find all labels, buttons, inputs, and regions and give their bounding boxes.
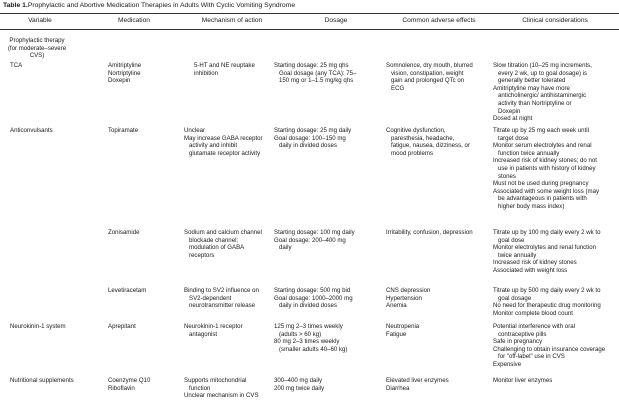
row-levetiracetam-adverse-effects: CNS depression Hypertension Anemia bbox=[386, 287, 431, 310]
table-caption-label: Table 1. bbox=[3, 2, 28, 9]
group-prophylactic-therapy: Prophylactic therapy (for moderate–severe CVS) bbox=[7, 37, 67, 60]
row-zonisamide-adverse-effects: Irritability, confusion, depression bbox=[386, 229, 473, 236]
row-levetiracetam-dosage: Starting dosage: 500 mg bid Goal dosage: 1000–2000 mg daily in divided doses bbox=[274, 287, 353, 310]
row-nutritional-mechanism: Supports mitochondrial function Unclear mechanism in CVS bbox=[184, 377, 259, 400]
row-zonisamide-mechanism: Sodium and calcium channel blockade channel; modulation of GABA receptors bbox=[184, 229, 262, 259]
header-variable: Variable bbox=[28, 17, 52, 24]
row-topiramate-clinical: Titrate up by 25 mg each week until target dose Monitor serum electrolytes and renal function twice annually Increased risk of kidney stones; do not use in patients with history of kidney stones Must not be used during pregnancy Associated with some weight loss (may be advantageous in patients with higher body mass index) bbox=[493, 127, 600, 210]
row-tca-dosage: Starting dosage: 25 mg qhs Goal dosage (any TCA): 75– 150 mg or 1–1.5 mg/kg qhs bbox=[274, 62, 357, 85]
row-zonisamide-medication: Zonisamide bbox=[108, 229, 140, 236]
row-nutritional-variable: Nutritional supplements bbox=[10, 377, 74, 384]
row-aprepitant-adverse-effects: Neutropenia Fatigue bbox=[386, 323, 420, 338]
header-dosage: Dosage bbox=[324, 17, 348, 24]
header-rule bbox=[0, 29, 619, 30]
row-levetiracetam-medication: Levetiracetam bbox=[108, 287, 147, 294]
header-clinical-considerations: Clinical considerations bbox=[522, 17, 588, 24]
top-rule bbox=[0, 13, 619, 14]
row-levetiracetam-mechanism: Binding to SV2 influence on SV2-dependent neurotransmitter release bbox=[184, 287, 259, 310]
header-medication: Medication bbox=[118, 17, 150, 24]
row-topiramate-mechanism: Unclear May increase GABA receptor activity and inhibit glutamate receptor activity bbox=[184, 127, 263, 157]
table-caption-title: Prophylactic and Abortive Medication Therapies in Adults With Cyclic Vomiting Syndrome bbox=[27, 2, 296, 9]
row-tca-variable: TCA bbox=[10, 62, 23, 69]
row-topiramate-adverse-effects: Cognitive dysfunction, paresthesia, headache, fatigue, nausea, dizziness, or mood problems bbox=[386, 127, 470, 157]
row-aprepitant-dosage: 125 mg 2–3 times weekly (adults > 60 kg) 80 mg 2–3 times weekly (smaller adults 40–60 kg) bbox=[274, 323, 348, 353]
row-topiramate-dosage: Starting dosage: 25 mg daily Goal dosage: 100–150 mg daily in divided doses bbox=[274, 127, 352, 150]
row-topiramate-medication: Topiramate bbox=[108, 127, 139, 134]
row-nutritional-dosage: 300–400 mg daily 200 mg twice daily bbox=[274, 377, 325, 392]
row-zonisamide-clinical: Titrate up by 100 mg daily every 2 wk to goal dose Monitor electrolytes and renal function twice annually Increased risk of kidney stones Associated with weight loss bbox=[493, 229, 601, 274]
row-zonisamide-dosage: Starting dosage: 100 mg daily Goal dosage: 200–400 mg daily bbox=[274, 229, 355, 252]
row-aprepitant-clinical: Potential interference with oral contraceptive pills Safe in pregnancy Challenging to obtain insurance coverage for "off-label" use in CVS Expensive bbox=[493, 323, 606, 368]
row-tca-medication: Amitriptyline Nortriptyline Doxepin bbox=[108, 62, 142, 85]
row-anticonvulsants-variable: Anticonvulsants bbox=[10, 127, 53, 134]
row-aprepitant-medication: Aprepitant bbox=[108, 323, 136, 330]
row-nutritional-medication: Coenzyme Q10 Riboflavin bbox=[108, 377, 151, 392]
row-nutritional-adverse-effects: Elevated liver enzymes Diarrhea bbox=[386, 377, 449, 392]
header-adverse-effects: Common adverse effects bbox=[402, 17, 476, 24]
header-mechanism: Mechanism of action bbox=[201, 17, 263, 24]
row-tca-mechanism: 5-HT and NE reuptake inhibition bbox=[194, 62, 255, 77]
row-nutritional-clinical: Monitor liver enzymes bbox=[493, 377, 553, 384]
row-tca-adverse-effects: Somnolence, dry mouth, blurred vision, constipation, weight gain and prolonged QTc on ECG bbox=[386, 62, 473, 92]
row-aprepitant-mechanism: Neurokinin-1 receptor antagonist bbox=[184, 323, 243, 338]
row-levetiracetam-clinical: Titrate up by 500 mg daily every 2 wk to goal dosage No need for therapeutic drug monitoring Monitor complete blood count bbox=[493, 287, 601, 317]
row-neurokinin-variable: Neurokinin-1 system bbox=[10, 323, 66, 330]
table-caption bbox=[3, 2, 295, 9]
row-tca-clinical: Slow titration (10–25 mg increments, every 2 wk, up to goal dosage) is generally better tolerated Amitriptyline may have more anticholinergic/ antihistaminergic activity than Nortriptyline or Doxepin Dosed at night bbox=[493, 62, 592, 123]
